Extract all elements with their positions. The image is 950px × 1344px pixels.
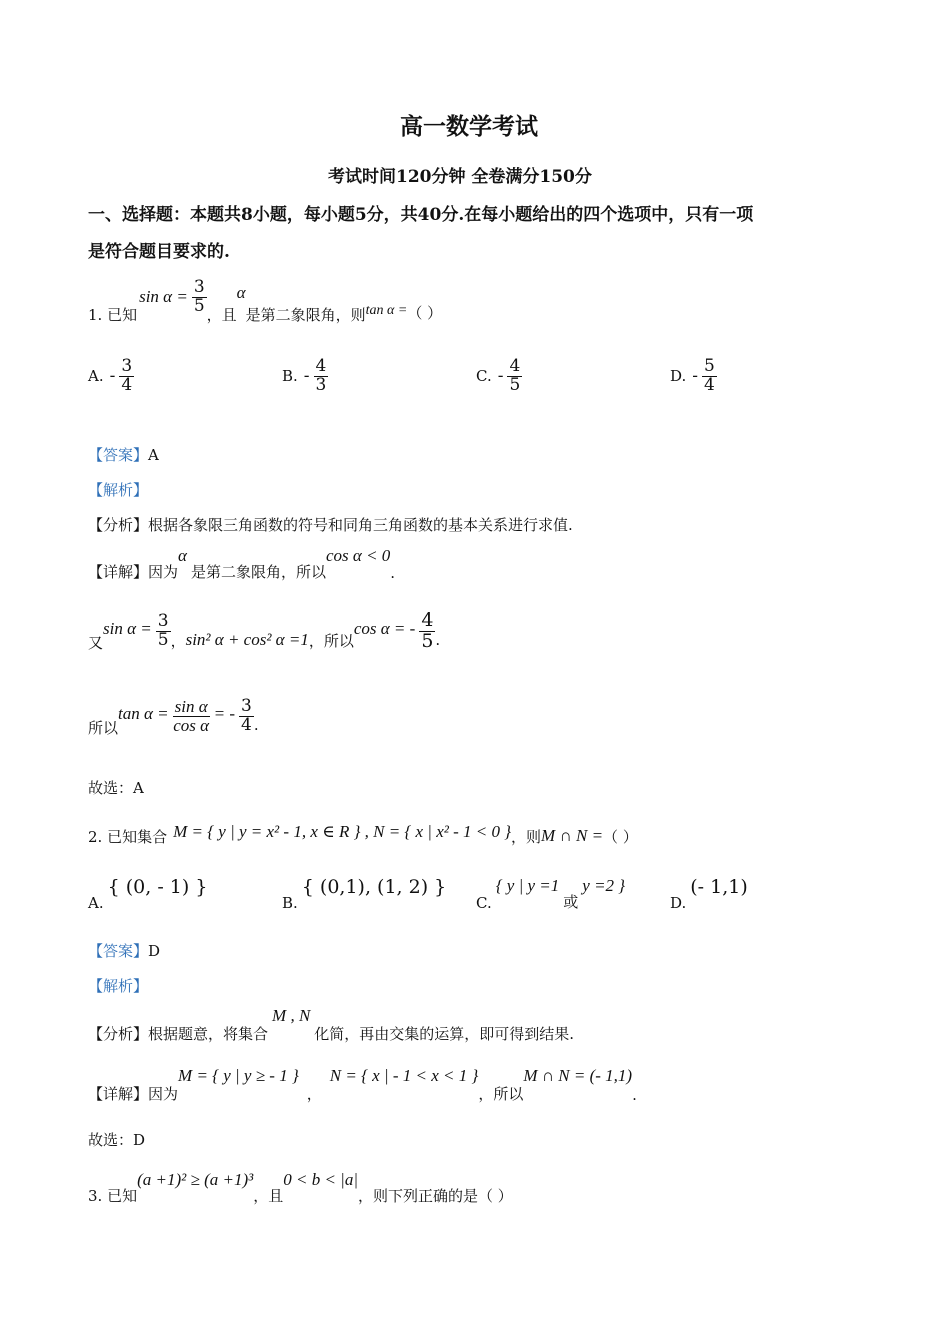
- question-2-stem: 2. 已知集合 M = { y | y = x² - 1, x ∈ R } , N = { x | x² - 1 < 0 } ，则 M ∩ N = （ ）: [88, 822, 638, 846]
- q1-analysis-tag: 【解析】: [88, 481, 149, 499]
- page-subtitle: 考试时间120分钟 全卷满分150分: [328, 167, 592, 187]
- q1-detail-line2: 又 sin α = $\frac{3}{5}$ ， sin² α + cos² α =1 ，所以 cos α = - $\frac{4}{5}$ .: [88, 608, 441, 652]
- q1-number: 1. 已知: [88, 305, 138, 324]
- q1-answer: 【答案】A: [88, 446, 159, 464]
- q1-fenxi: 【分析】根据各象限三角函数的符号和同角三角函数的基本关系进行求值.: [88, 516, 573, 534]
- question-1-stem: [88, 272, 442, 322]
- q2-detail: 【详解】 因为 M = { y | y ≥ - 1 } ， N = { x | - 1 < x < 1 } ，所以 M ∩ N = (- 1,1) .: [88, 1066, 637, 1104]
- q1-option-b[interactable]: B. - $\frac{4}{3}$: [282, 356, 327, 395]
- q2-option-c[interactable]: C. { y | y =1 或 y =2 }: [476, 876, 626, 912]
- q2-fenxi: 【分析】 根据题意，将集合 M , N 化简，再由交集的运算，即可得到结果.: [88, 1006, 575, 1043]
- section-heading-line2: 是符合题目要求的.: [88, 242, 230, 262]
- q1-tan: tan α =: [365, 303, 408, 318]
- q1-alpha: α: [236, 283, 246, 302]
- q1-option-a[interactable]: A. - $\frac{3}{4}$: [88, 356, 133, 395]
- q1-sin: sin α =: [139, 287, 188, 306]
- q2-guxuan: 故选：D: [88, 1131, 146, 1149]
- q1-paren: （ ）: [407, 303, 443, 322]
- q1-guxuan: 故选：A: [88, 779, 144, 797]
- q1-detail-line1: 【详解】 因为 α 是第二象限角，所以 cos α < 0 .: [88, 546, 396, 582]
- q2-option-a[interactable]: A. { (0, - 1) }: [88, 876, 208, 912]
- answer-tag: 【答案】: [88, 942, 149, 960]
- q1-option-d[interactable]: D. - $\frac{5}{4}$: [670, 356, 715, 395]
- q1-option-c[interactable]: C. - $\frac{4}{5}$: [476, 356, 521, 395]
- q2-option-b[interactable]: B. { (0,1), (1, 2) }: [282, 876, 447, 912]
- q2-answer: 【答案】D: [88, 942, 161, 960]
- answer-tag: 【答案】: [88, 446, 149, 464]
- page-title: 高一数学考试: [400, 113, 538, 140]
- q1-detail-line3: 所以 tan α = $\frac{\text{sin α}}{\text{cos α}}$ = - $\frac{3}{4}$ .: [88, 695, 259, 737]
- q2-analysis-tag: 【解析】: [88, 977, 149, 995]
- q2-option-d[interactable]: D. (- 1,1): [670, 876, 748, 912]
- q1-mid2: 是第二象限角，则: [245, 305, 366, 324]
- q1-fraction: $\frac{3}{5}$: [193, 276, 205, 316]
- q1-mid: ，且: [206, 305, 237, 324]
- question-3-stem: 3. 已知 (a +1)² ≥ (a +1)³ ，且 0 < b < |a| ，则下列正确的是（ ）: [88, 1170, 513, 1205]
- section-heading-line1: 一、选择题：本题共8小题，每小题5分，共40分.在每小题给出的四个选项中，只有一项: [88, 205, 754, 225]
